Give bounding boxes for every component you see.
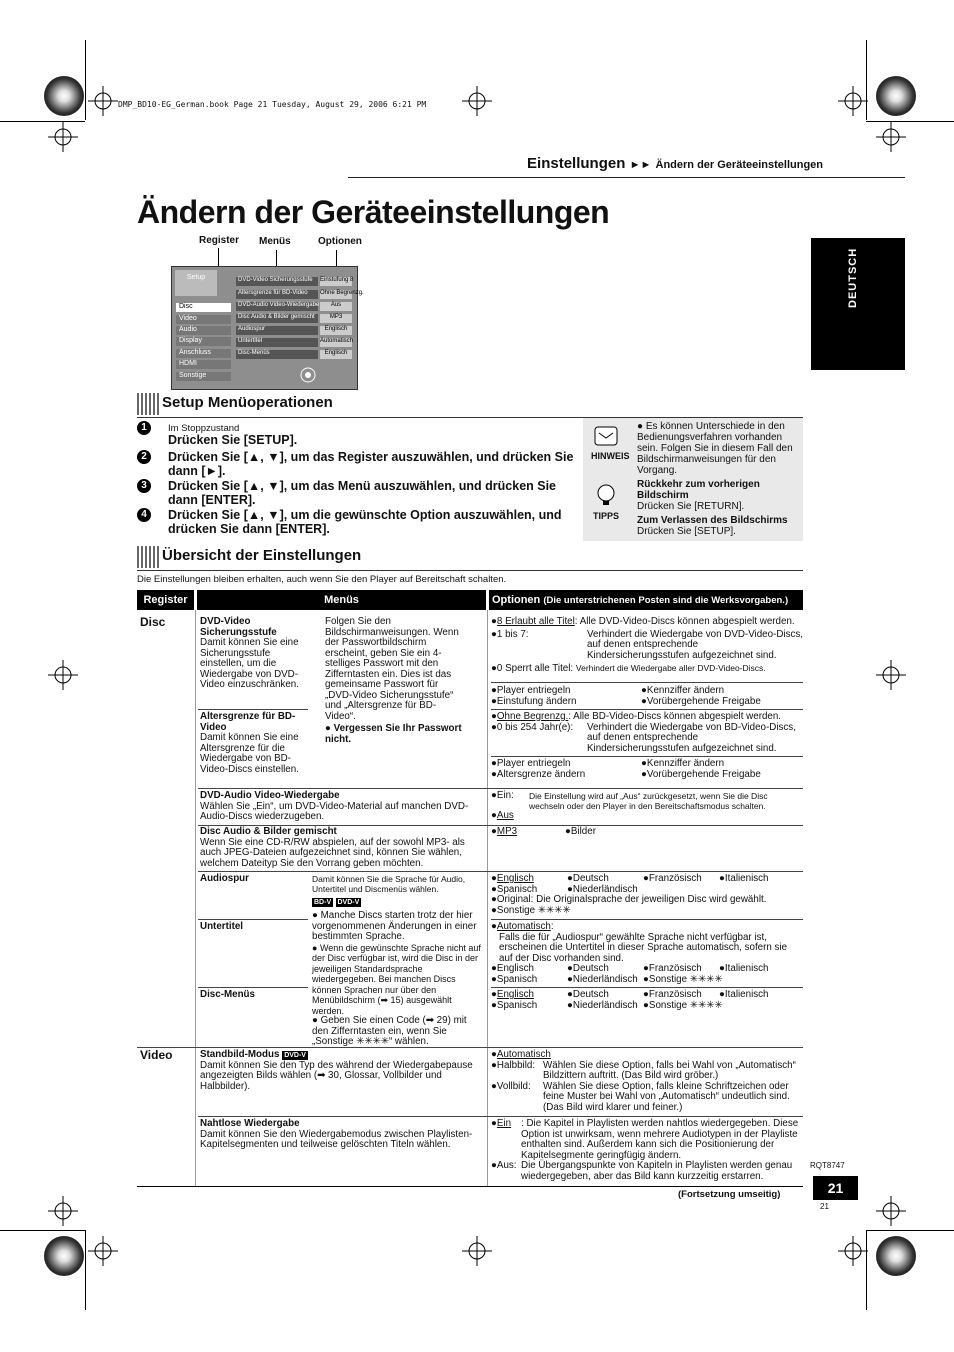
menu-row: Altersgrenze für BD-Video	[236, 290, 318, 299]
menu-row: Disc Audio & Bilder gemischt	[236, 314, 318, 323]
document-code: RQT8747	[810, 1161, 845, 1170]
options-dvdv-extra: ●Player entriegeln ●Kennziffer ändern ●Einstufung ändern ●Vorübergehende Freigabe	[491, 685, 761, 707]
menu-seamless-playback: Nahtlose Wiedergabe Damit können Sie den Wiedergabemodus zwischen Playlisten-Kapitelsegmenten und teilweise gelöschten Titeln wählen.	[200, 1118, 473, 1150]
header-menus: Menüs	[197, 590, 486, 610]
option-row: Ohne Begrenzg.	[320, 290, 352, 299]
exit-title: Zum Verlassen des Bildschirms	[637, 515, 788, 526]
password-note: Folgen Sie den Bildschirmanweisungen. Wenn der Passwortbildschirm erscheint, geben Sie ein 4-stelliges Passwort mit den Zifferntasten ein. Dies ist das gemeinsame Passwort für „DVD-Video Sicherungsstufe“ und „Altersgrenze für BD-Video“. ● Vergessen Sie Ihr Passwort nicht.	[325, 616, 462, 745]
dvdv-tag: DVD-V	[337, 899, 360, 906]
menu-disc-audio-pictures: Disc Audio & Bilder gemischt Wenn Sie eine CD-R/RW abspielen, auf der sowohl MP3- als auch JPEG-Dateien aufgezeichnet sind, können Sie wählen, welchem Dateityp Sie den Vorrang geben möchten.	[200, 826, 465, 869]
menu-age-limit: Altersgrenze für BD-Video Damit können Sie eine Altersgrenze für die Wiedergabe von BD-Video-Discs einstellen.	[200, 711, 299, 775]
menu-row: DVD-Audio Video-Wiedergabe	[236, 302, 318, 311]
register-item: HDMI	[176, 360, 231, 369]
overview-intro: Die Einstellungen bleiben erhalten, auch wenn Sie den Player auf Bereitschaft schalten.	[137, 574, 507, 585]
menu-row: DVD-Video Sicherungsstufe	[236, 277, 318, 286]
exit-text: Drücken Sie [SETUP].	[637, 526, 736, 537]
menu-disc-menus: Disc-Menüs	[200, 989, 255, 1000]
crosshair-icon	[838, 1236, 868, 1266]
page-number: 21	[813, 1176, 858, 1200]
options-disc-audio-pictures: ●MP3 ●Bilder	[491, 826, 596, 837]
register-item: Disc	[176, 303, 231, 312]
option-row: Englisch	[320, 350, 352, 359]
crosshair-icon	[462, 1236, 492, 1266]
section-title: Übersicht der Einstellungen	[162, 547, 362, 564]
section-stripe-icon	[137, 393, 159, 415]
crosshair-icon	[876, 1196, 906, 1226]
breadcrumb-arrows-icon: ►►	[629, 159, 652, 171]
hint-box	[583, 418, 803, 541]
breadcrumb-sub: Ändern der Geräteeinstellungen	[655, 159, 823, 171]
options-dvdv: ●8 Erlaubt alle Titel: Alle DVD-Video-Discs können abgespielt werden. ●1 bis 7: Verhindert die Wiedergabe von DVD-Video-Discs, auf denen entsprechende Kindersicherungsstufen aufgezeichnet sind. ●0 Sperrt alle Titel: Verhindert die Wiedergabe aller DVD-Video-Discs.	[491, 616, 804, 674]
options-subtitles: ●Automatisch: Falls die für „Audiospur“ gewählte Sprache nicht verfügbar ist, erscheinen die Untertitel in dieser Sprache automatisch, sofern sie auf der Disc vorhanden sind. ●Englisch ●Deutsch ●Französisch ●Italienisch ●Spanisch ●Niederländisch ●Sonstige ✳✳✳✳	[491, 921, 788, 985]
option-row: Aus	[320, 302, 352, 311]
menu-row: Audiospur	[236, 326, 318, 335]
diagram-label-menus: Menüs	[259, 236, 291, 247]
breadcrumb-main: Einstellungen	[527, 155, 626, 172]
crosshair-icon	[876, 122, 906, 152]
file-header: DMP_BD10-EG_German.book Page 21 Tuesday, August 29, 2006 6:21 PM	[118, 100, 427, 109]
section-stripe-icon	[137, 546, 159, 568]
options-age-limit: ●Ohne Begrenzg.: Alle BD-Video-Discs können abgespielt werden. ●0 bis 254 Jahr(e): Verhindert die Wiedergabe von BD-Video-Discs, auf denen entsprechende Kindersicherungsstufen aufgezeichnet sind.	[491, 711, 796, 754]
language-notes: Damit können Sie die Sprache für Audio, Untertitel und Discmenüs wählen. BD-V DVD-V ● Manche Discs starten trotz der hier vorgenommenen Änderungen in einer bestimmten Sprache. ● Wenn die gewünschte Sprache nicht auf der Disc verfügbar ist, wird die Disc in der jeweiligen Standardsprache wiedergegeben. Bei manchen Discs können Sprachen nur über den Menübildschirm (➡ 15) ausgewählt werden. ● Geben Sie einen Code (➡ 29) mit den Zifferntasten ein, wenn Sie „Sonstige ✳✳✳✳“ wählen.	[312, 874, 481, 1047]
page-title: Ändern der Geräteeinstellungen	[137, 194, 610, 230]
header-register: Register	[137, 590, 194, 610]
options-dvd-audio: ●Ein: Die Einstellung wird auf „Aus“ zurückgesetzt, wenn Sie die Disc wechseln oder den Player in den Bereitschaftsmodus schalten. ●Aus	[491, 790, 768, 821]
option-row: Automatisch	[320, 338, 352, 347]
crosshair-icon	[88, 86, 118, 116]
options-disc-menus: ●Englisch ●Deutsch ●Französisch ●Italienisch ●Spanisch ●Niederländisch ●Sonstige ✳✳✳✳	[491, 989, 769, 1011]
crosshair-icon	[48, 660, 78, 690]
hinweis-text: ● Es können Unterschiede in den Bedienungsverfahren vorhanden sein. Folgen Sie in diesem Fall den Bildschirmanweisungen für den Vorgang.	[637, 421, 793, 476]
diagram-label-register: Register	[199, 235, 240, 246]
options-age-limit-extra: ●Player entriegeln ●Kennziffer ändern ●Altersgrenze ändern ●Vorübergehende Freigabe	[491, 758, 761, 780]
breadcrumb	[527, 155, 823, 172]
crosshair-icon	[48, 122, 78, 152]
options-still-mode: ●Automatisch ●Halbbild: Wählen Sie diese Option, falls bei Wahl von „Automatisch“ Bildzittern auftritt. (Das Bild wird gröber.) ●Vollbild: Wählen Sie diese Option, falls kleine Schriftzeichen oder feine Muster bei Wahl von „Automatisch“ undeutlich sind. (Das Bild wird klarer und feiner.)	[491, 1049, 796, 1113]
registration-ball-icon	[44, 1236, 84, 1276]
continued-note: (Fortsetzung umseitig)	[678, 1189, 781, 1200]
register-disc: Disc	[140, 615, 166, 629]
hinweis-icon: HINWEIS	[591, 424, 621, 462]
section-title: Setup Menüoperationen	[162, 394, 333, 411]
setup-screen-diagram	[171, 266, 364, 390]
menu-dvd-audio: DVD-Audio Video-Wiedergabe Wählen Sie „Ein“, um DVD-Video-Material auf manchen DVD-Audio-Discs wiederzugeben.	[200, 790, 469, 822]
registration-ball-icon	[876, 1236, 916, 1276]
register-item: Anschluss	[176, 349, 231, 358]
menu-audio-track: Audiospur	[200, 873, 249, 884]
crosshair-icon	[462, 86, 492, 116]
section-overview	[137, 545, 803, 569]
menu-row: Untertitel	[236, 338, 318, 347]
setup-tab: Setup	[175, 270, 217, 296]
running-header	[348, 155, 905, 178]
menu-row: Disc-Menüs	[236, 350, 318, 359]
registration-ball-icon	[876, 76, 916, 116]
options-audio-track: ●Englisch ●Deutsch ●Französisch ●Italienisch ●Spanisch ●Niederländisch ●Original: Die Originalsprache der jeweiligen Disc wird gewählt. ●Sonstige ✳✳✳✳	[491, 873, 769, 916]
header-options: Optionen (Die unterstrichenen Posten sind die Werksvorgaben.)	[489, 590, 803, 610]
option-row: Einstufung 8	[320, 277, 352, 286]
crosshair-icon	[838, 86, 868, 116]
menu-dvdv: DVD-Video Sicherungsstufe Damit können Sie eine Sicherungsstufe einstellen, um die Wiedergabe von DVD-Video einzuschränken.	[200, 616, 299, 690]
section-setup-operations	[137, 392, 803, 416]
bdv-tag: BD-V	[314, 899, 332, 906]
registration-ball-icon	[44, 76, 84, 116]
crosshair-icon	[48, 1196, 78, 1226]
tipps-icon: TIPPS	[591, 482, 621, 522]
menu-still-mode: Standbild-Modus DVD-V Damit können Sie den Typ des während der Wiedergabepause angezeigten Bilds wählen (➡ 30, Glossar, Vollbilder und Halbbilder).	[200, 1049, 473, 1092]
register-item: Sonstige	[176, 372, 231, 381]
register-video: Video	[140, 1048, 173, 1062]
crosshair-icon	[876, 660, 906, 690]
return-text: Drücken Sie [RETURN].	[637, 501, 745, 512]
register-item: Video	[176, 315, 231, 324]
diagram-label-options: Optionen	[318, 236, 362, 247]
options-seamless-playback: ●Ein : Die Kapitel in Playlisten werden nahtlos wiedergegeben. Diese Option ist unwirksam, wenn mehrere Audiotypen in der Playliste enthalten sind. Außerdem kann sich die Positionierung der Kapitelsegmente geringfügig ändern. ●Aus: Die Übergangspunkte von Kapiteln in Playlisten werden genau wiedergegeben, aber das Bild kann kurzzeitig erstarren.	[491, 1118, 799, 1182]
return-title: Rückkehr zum vorherigen Bildschirm	[637, 479, 760, 501]
menu-subtitles: Untertitel	[200, 921, 244, 932]
dvdv-tag: DVD-V	[284, 1052, 306, 1059]
register-item: Display	[176, 337, 231, 346]
remote-dpad-icon	[300, 367, 316, 383]
language-side-tab	[811, 238, 905, 370]
small-page-number: 21	[820, 1202, 829, 1211]
side-tab-label: DEUTSCH	[847, 247, 859, 308]
crosshair-icon	[88, 1236, 118, 1266]
option-row: Englisch	[320, 326, 352, 335]
option-row: MP3	[320, 314, 352, 323]
register-item: Audio	[176, 326, 231, 335]
pre-step-note: Im Stoppzustand	[168, 423, 240, 434]
